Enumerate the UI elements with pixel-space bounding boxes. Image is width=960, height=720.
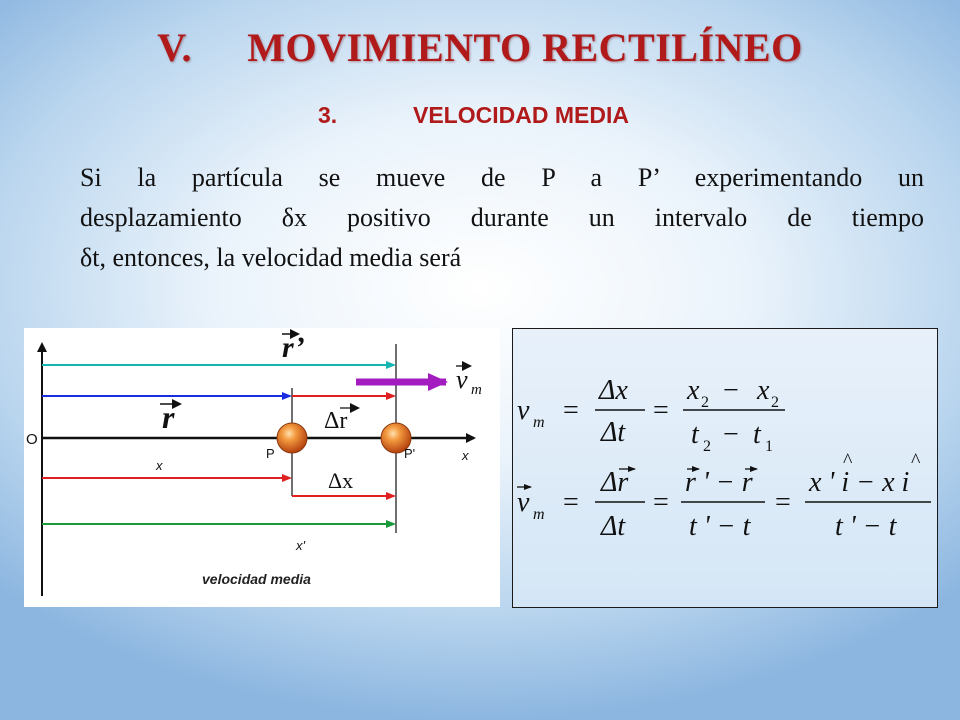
section-subtitle <box>318 102 629 129</box>
f1-den-sub-a: 2 <box>703 438 711 455</box>
f1-v: v <box>517 395 530 426</box>
origin-label: O <box>26 431 38 448</box>
f2-num-xi: x ' i − x i <box>809 467 910 498</box>
f2-num-xi-hat-2: ^ <box>911 450 921 472</box>
diagram-svg <box>24 328 500 607</box>
f1-eq1: = <box>563 395 579 426</box>
f1-delta-t: Δt <box>601 417 626 448</box>
delta-r-label: Δr <box>324 408 348 434</box>
axis-x-label: x <box>462 448 469 463</box>
f2-eq1: = <box>563 487 579 518</box>
paragraph-line-1: Si la partícula se mueve de P a P’ experimentando un <box>80 163 924 192</box>
v-label: v <box>456 365 468 394</box>
title-number: V. <box>157 25 193 70</box>
f2-delta-t: Δt <box>601 511 626 542</box>
delta-x-label: Δx <box>328 468 354 493</box>
f2-num-xi-hat-1: ^ <box>843 450 853 472</box>
velocity-diagram <box>24 328 500 607</box>
f1-num-sub-a: 2 <box>701 394 709 411</box>
f2-eq2: = <box>653 487 669 518</box>
point-p-label: P <box>266 446 275 461</box>
f1-den-minus: − <box>723 419 739 450</box>
f1-num-minus: − <box>723 375 739 406</box>
f1-delta-x: Δx <box>599 375 628 406</box>
x-label: x <box>156 458 163 473</box>
formula-box <box>512 328 938 608</box>
r-prime-label: r’ <box>282 331 305 364</box>
f2-m: m <box>533 506 545 523</box>
ball-p <box>277 423 307 453</box>
f2-eq3: = <box>775 487 791 518</box>
subtitle-text: VELOCIDAD MEDIA <box>413 102 629 128</box>
title-text: MOVIMIENTO RECTILÍNEO <box>247 25 803 70</box>
f1-num-sub-b: 2 <box>771 394 779 411</box>
f2-den-t: t ' − t <box>689 511 751 542</box>
paragraph-line-2: desplazamiento δx positivo durante un intervalo de tiempo <box>80 203 924 232</box>
f1-den-t-a: t <box>691 419 699 450</box>
slide-title <box>0 24 960 71</box>
f2-num-r: r ' − r <box>685 467 753 498</box>
f1-den-sub-b: 1 <box>765 438 773 455</box>
r-label: r <box>162 399 175 435</box>
diagram-caption: velocidad media <box>202 571 311 587</box>
paragraph-line-3: δt, entonces, la velocidad media será <box>80 243 462 272</box>
subtitle-number: 3. <box>318 102 338 128</box>
f2-v: v <box>517 487 530 518</box>
f1-m: m <box>533 414 545 431</box>
v-sub-label: m <box>471 382 482 398</box>
body-paragraph <box>80 158 924 278</box>
f1-num-x-a: x <box>687 375 700 406</box>
f2-delta-r: Δr <box>601 467 629 498</box>
f1-num-x-b: x <box>757 375 770 406</box>
f1-den-t-b: t <box>753 419 761 450</box>
point-p-prime-label: P' <box>404 446 416 461</box>
f1-eq2: = <box>653 395 669 426</box>
formula-svg <box>513 329 937 607</box>
x-prime-label: x' <box>296 538 305 553</box>
f2-den-t2: t ' − t <box>835 511 897 542</box>
